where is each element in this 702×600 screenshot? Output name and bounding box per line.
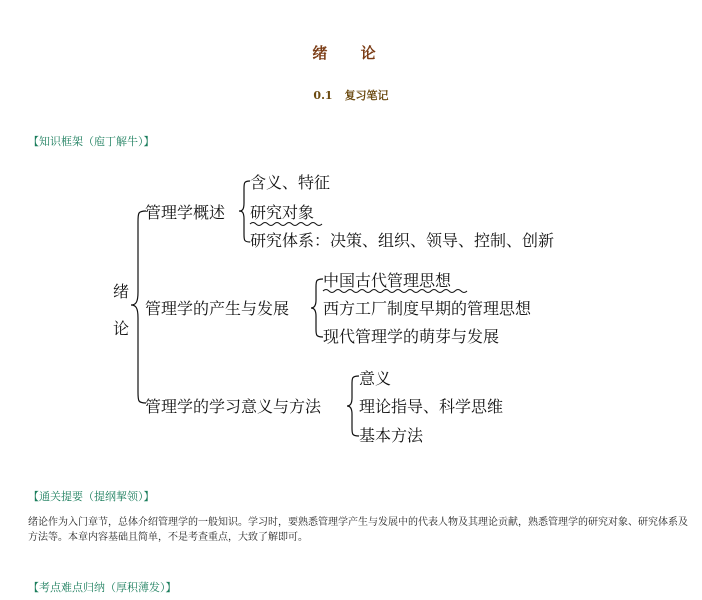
section-subtitle-text: 复习笔记 [344,89,389,102]
branch-item: 基本方法 [359,426,424,445]
branch-item: 研究对象 [250,203,315,222]
branch-item: 含义、特征 [250,173,331,192]
brace-development [311,279,323,337]
branch-item: 现代管理学的萌芽与发展 [323,327,500,346]
main-brace [131,211,146,403]
brace-learning [347,376,359,436]
branch-label-overview: 管理学概述 [145,203,226,222]
root-char-2: 论 [113,319,130,338]
wavy-underline-research-object [250,223,322,226]
keypoints-heading: 【考点难点归纳（厚积薄发）】 [28,581,177,594]
overview-paragraph: 绪论作为入门章节，总体介绍管理学的一般知识。学习时，要熟悉管理学产生与发展中的代表人物及其理论贡献，熟悉管理学的研究对象、研究体系及方法等。本章内容基础且简单，不是考查重点，大致了解即可。 [28,517,688,543]
branch-item: 理论指导、科学思维 [359,397,504,416]
branch-label-learning: 管理学的学习意义与方法 [145,397,322,416]
root-char-1: 绪 [113,282,130,301]
branch-item: 中国古代管理思想 [323,271,452,290]
branch-label-development: 管理学的产生与发展 [145,299,290,318]
branch-item: 意义 [359,369,392,388]
branch-item: 研究体系：决策、组织、领导、控制、创新 [250,231,555,250]
section-number: 0.1 [313,89,333,102]
framework-heading: 【知识框架（庖丁解牛）】 [28,135,155,148]
page-title: 绪 论 [312,44,390,62]
overview-heading: 【通关提要（提纲挈领）】 [28,490,155,503]
branch-item: 西方工厂制度早期的管理思想 [323,299,532,318]
brace-overview [239,181,250,242]
